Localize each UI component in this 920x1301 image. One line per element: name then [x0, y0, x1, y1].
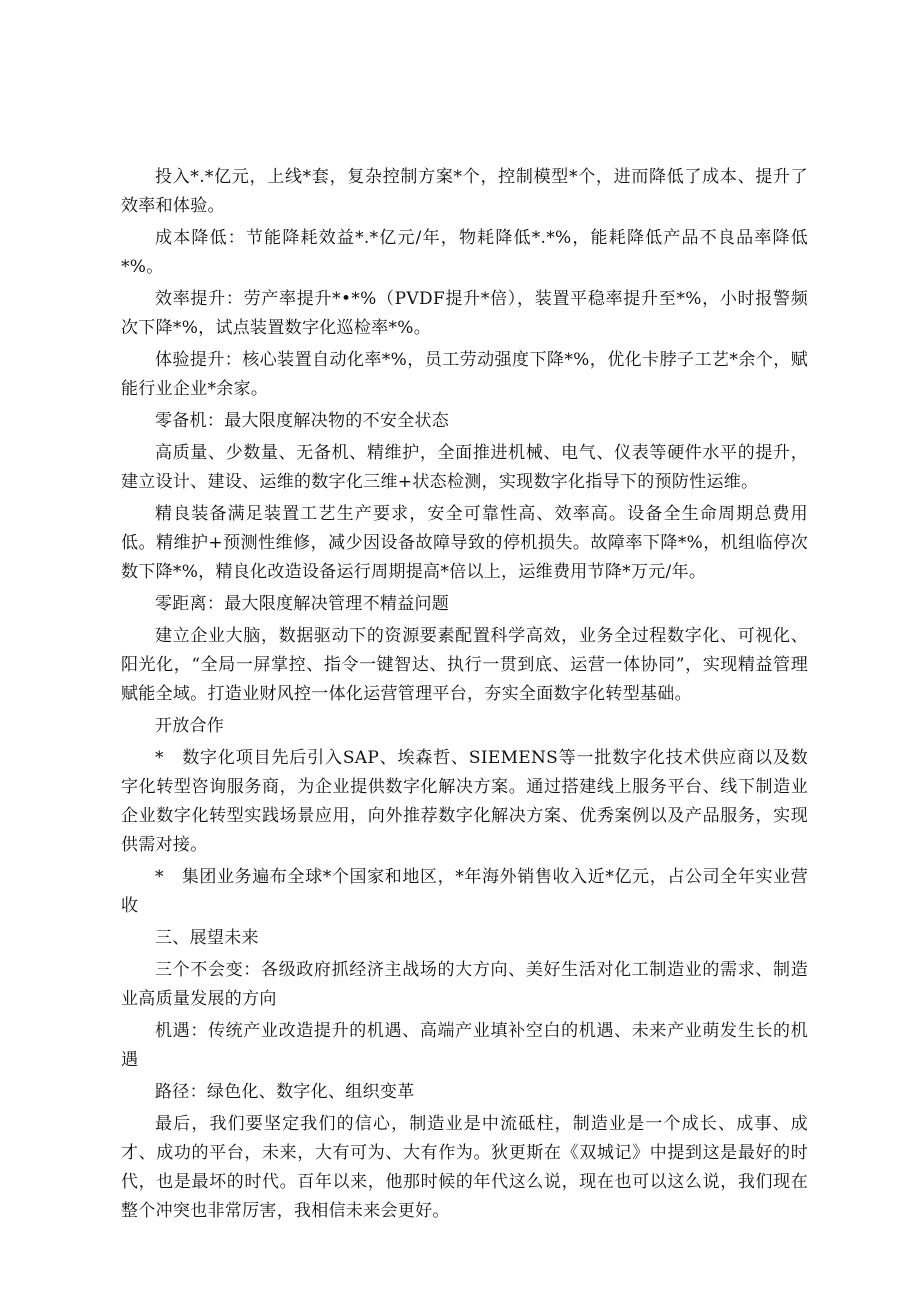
- heading-open-cooperation: 开放合作: [155, 716, 225, 736]
- paragraph-opportunities: 机遇：传统产业改造提升的机遇、高端产业填补空白的机遇、未来产业萌发生长的机遇: [121, 1021, 808, 1070]
- paragraph-high-quality: 高质量、少数量、无备机、精维护，全面推进机械、电气、仪表等硬件水平的提升，建立设计、建设、运维的数字化三维+状态检测，实现数字化指导下的预防性运维。: [121, 443, 808, 492]
- paragraph-three-unchanged: 三个不会变：各级政府抓经济主战场的大方向、美好生活对化工制造业的需求、制造业高质量发展的方向: [121, 960, 808, 1009]
- heading-zero-distance: 零距离：最大限度解决管理不精益问题: [155, 594, 450, 614]
- heading-outlook: 三、展望未来: [155, 928, 259, 948]
- paragraph-experience: 体验提升：核心装置自动化率*%，员工劳动强度下降*%，优化卡脖子工艺*余个，赋能行业企业*余家。: [121, 350, 808, 399]
- paragraph-investment: 投入*.*亿元，上线*套，复杂控制方案*个，控制模型*个，进而降低了成本、提升了效率和体验。: [121, 167, 808, 216]
- bullet-global-business: * 集团业务遍布全球*个国家和地区，*年海外销售收入近*亿元，占公司全年实业营收: [121, 867, 808, 916]
- paragraph-enterprise-brain: 建立企业大脑，数据驱动下的资源要素配置科学高效，业务全过程数字化、可视化、阳光化，“全局一屏掌控、指令一键智达、执行一贯到底、运营一体协同”，实现精益管理赋能全域。打造业财风控一体化运营管理平台，夯实全面数字化转型基础。: [121, 626, 808, 704]
- paragraph-conclusion: 最后，我们要坚定我们的信心，制造业是中流砥柱，制造业是一个成长、成事、成才、成功的平台，未来，大有可为、大有作为。狄更斯在《双城记》中提到这是最好的时代，也是最坏的时代。百年以来，他那时候的年代这么说，现在也可以这么说，我们现在整个冲突也非常厉害，我相信未来会更好。: [121, 1114, 808, 1221]
- paragraph-equipment: 精良装备满足装置工艺生产要求，安全可靠性高、效率高。设备全生命周期总费用低。精维护+预测性维修，减少因设备故障导致的停机损失。故障率下降*%，机组临停次数下降*%，精良化改造设备运行周期提高*倍以上，运维费用节降*万元/年。: [121, 504, 808, 582]
- paragraph-path: 路径：绿色化、数字化、组织变革: [155, 1082, 415, 1102]
- heading-zero-standby: 零备机：最大限度解决物的不安全状态: [155, 411, 450, 431]
- paragraph-cost-reduction: 成本降低：节能降耗效益*.*亿元/年，物耗降低*.*%，能耗降低产品不良品率降低*%。: [121, 228, 808, 277]
- paragraph-efficiency: 效率提升：劳产率提升*•*%（PVDF提升*倍），装置平稳率提升至*%，小时报警频次下降*%，试点装置数字化巡检率*%。: [121, 289, 808, 338]
- bullet-digital-projects: * 数字化项目先后引入SAP、埃森哲、SIEMENS等一批数字化技术供应商以及数字化转型咨询服务商，为企业提供数字化解决方案。通过搭建线上服务平台、线下制造业企业数字化转型实践场景应用，向外推荐数字化解决方案、优秀案例以及产品服务，实现供需对接。: [121, 748, 808, 855]
